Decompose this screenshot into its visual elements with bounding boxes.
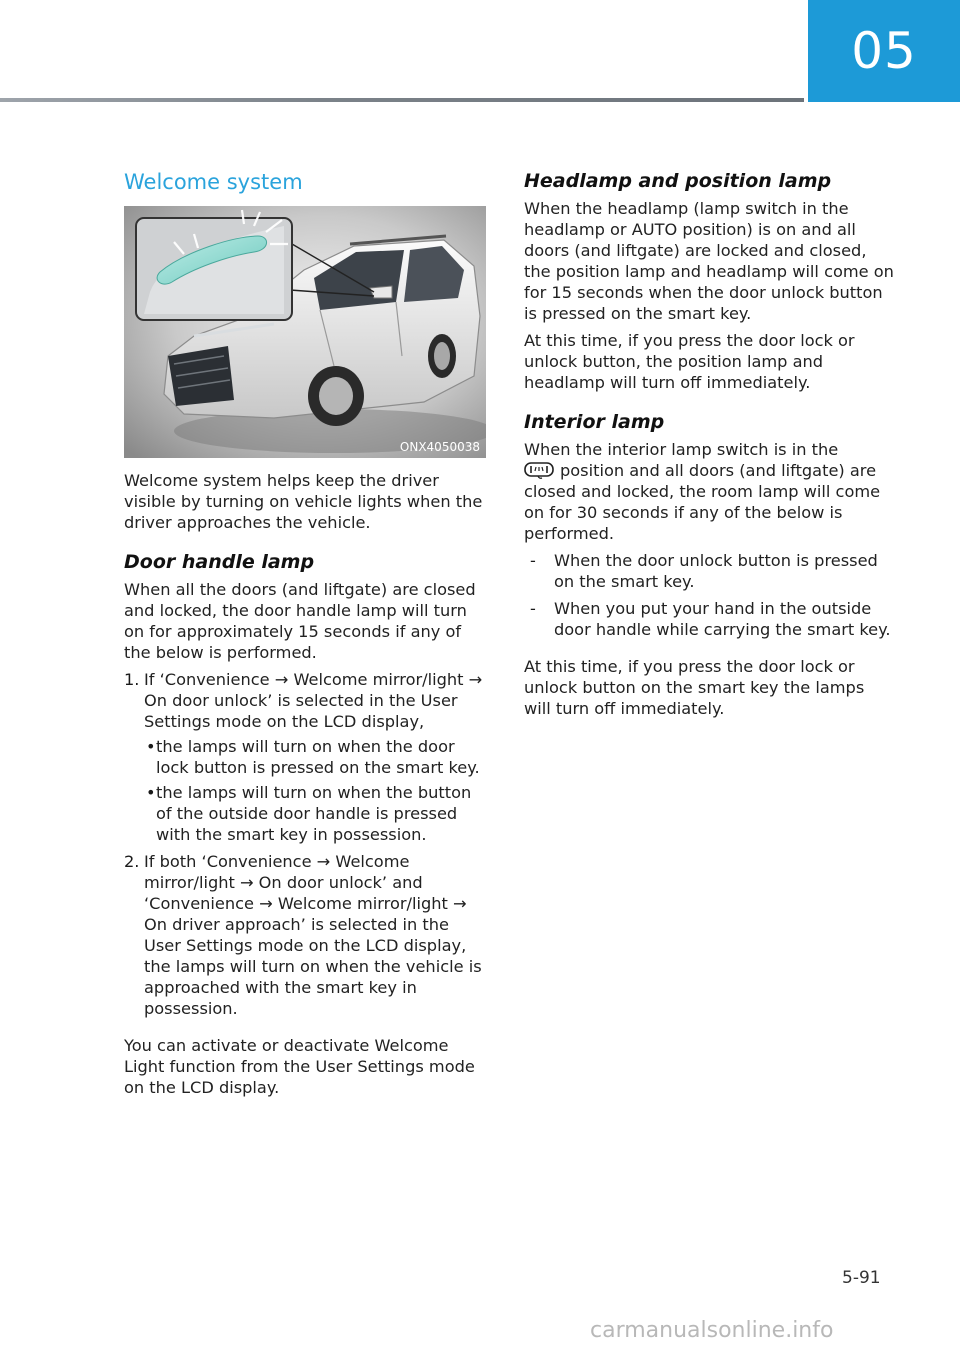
headlamp-paragraph-1: When the headlamp (lamp switch in the headlamp or AUTO position) is on and all doors (and liftgate) are locked and closed, the position lamp and headlamp will come on for 15 seconds when the door unlock button is pressed on the smart key. [524,199,894,323]
interior-paragraph-2: At this time, if you press the door lock or unlock button on the smart key the lamps will turn off immediately. [524,657,865,718]
left-column [124,170,488,1098]
dash-marker: - [530,599,536,618]
door-lamp-icon [524,462,554,479]
headlamp-paragraph-2: At this time, if you press the door lock or unlock button, the position lamp and headlamp will turn off immediately. [524,331,855,392]
dash-text: When the door unlock button is pressed on the smart key. [554,551,878,591]
footer-paragraph: You can activate or deactivate Welcome Light function from the User Settings mode on the LCD display. [124,1036,475,1097]
header-rule [0,98,804,102]
page-number: 5-91 [842,1268,881,1288]
dash-item [524,598,896,640]
bullet-text: the lamps will turn on when the door lock button is pressed on the smart key. [156,737,480,777]
list-number: 2. [124,852,140,871]
door-handle-heading: Door handle lamp [124,551,315,573]
bullet-item [146,736,488,778]
interior-heading: Interior lamp [524,411,665,433]
right-column [524,170,896,719]
interior-text-before-icon: When the interior lamp switch is in the [524,440,839,459]
chapter-number: 05 [851,22,917,80]
bullet-item [146,782,488,845]
list-item-text: If ‘Convenience → Welcome mirror/light → On door unlock’ is selected in the User Settings mode on the LCD display, [144,670,483,731]
headlamp-heading: Headlamp and position lamp [524,170,832,192]
bullet-icon: • [146,783,156,802]
interior-paragraph-1 [524,439,896,544]
list-item-1 [124,669,488,845]
section-title: Welcome system [124,170,303,194]
dash-marker: - [530,551,536,570]
list-number: 1. [124,670,140,689]
door-handle-body: When all the doors (and liftgate) are closed and locked, the door handle lamp will turn on for approximately 15 seconds if any of the below is performed. [124,580,476,662]
interior-text-after-icon: position and all doors (and liftgate) are closed and locked, the room lamp will come on for 30 seconds if any of the below is performed. [524,461,881,543]
chapter-tab [808,0,960,102]
figure-code: ONX4050038 [399,440,480,454]
car-illustration [124,206,486,458]
list-item-2 [124,851,488,1019]
list-item-text: If both ‘Convenience → Welcome mirror/light → On door unlock’ and ‘Convenience → Welcome mirror/light → On driver approach’ is selected in the User Settings mode on the LCD display, the lamps will turn on when the vehicle is approached with the smart key in possession. [144,852,482,1018]
watermark: carmanualsonline.info [590,1318,834,1343]
bullet-text: the lamps will turn on when the button of the outside door handle is pressed with the smart key in possession. [156,783,472,844]
dash-item [524,550,896,592]
bullet-icon: • [146,737,156,756]
intro-paragraph: Welcome system helps keep the driver visible by turning on vehicle lights when the driver approaches the vehicle. [124,471,483,532]
dash-text: When you put your hand in the outside door handle while carrying the smart key. [554,599,891,639]
welcome-system-illustration [124,206,486,458]
